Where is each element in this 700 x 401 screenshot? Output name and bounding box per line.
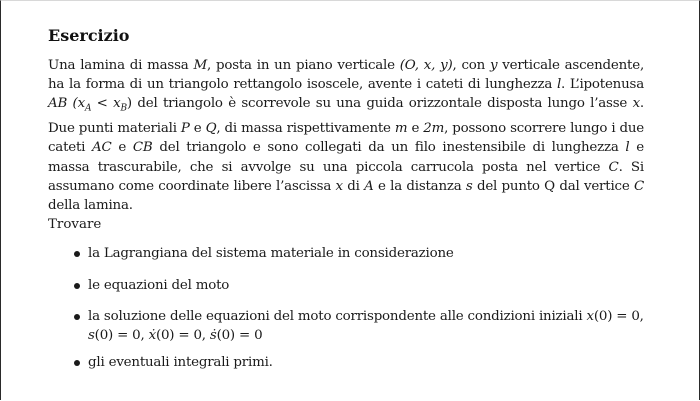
task-text: la soluzione delle equazioni del moto corrispondente alle condizioni iniziali: [88, 308, 587, 324]
text-run: , di massa rispettivamente: [216, 121, 395, 137]
bullet-dot-icon: [74, 360, 80, 366]
math-var: A: [364, 178, 374, 194]
text-run: . Due punti materiali: [48, 96, 644, 137]
math-var: s: [88, 327, 95, 343]
math-var: C: [608, 159, 619, 175]
text-run: del punto Q dal vertice: [472, 178, 634, 194]
math-var: ṡ: [209, 327, 217, 343]
math-var: s: [465, 178, 473, 194]
task-text: gli eventuali integrali primi.: [88, 355, 273, 371]
math-var: P: [180, 121, 190, 137]
text-run: del triangolo è scorrevole su una guida orizzontale disposta lungo l’asse: [131, 96, 633, 112]
text-run: , possono scorrere lungo i due cateti: [48, 121, 645, 156]
math-var: AB: [48, 96, 68, 112]
text-run: verticale ascendente, ha la forma di un triangolo rettangolo isoscele, avente i cateti di lunghezza: [48, 58, 645, 93]
task-list: [48, 244, 644, 372]
math-text: (0) = 0: [216, 327, 263, 343]
math-var: x: [586, 308, 594, 324]
text-run: e: [189, 121, 206, 137]
math-var: AC: [92, 140, 112, 156]
math-paren: ): [126, 96, 132, 112]
math-subscript: B: [120, 104, 127, 115]
task-item: [48, 244, 644, 263]
math-var: CB: [132, 140, 153, 156]
math-text: (0) = 0,: [593, 308, 644, 324]
exercise-title: Esercizio: [48, 26, 130, 45]
math-text: (0) = 0,: [94, 327, 149, 343]
bullet-dot-icon: [74, 314, 80, 320]
math-var: x: [632, 96, 640, 112]
math-subscript: A: [84, 104, 92, 115]
text-run: . L’ipotenusa: [561, 77, 644, 93]
math-var: m: [394, 121, 408, 137]
text-run: e massa trascurabile, che si avvolge su una piccola carrucola posta nel vertice: [48, 140, 645, 175]
math-expr: (x: [72, 96, 85, 112]
text-run: e: [407, 121, 424, 137]
text-run: . Si assumano come coordinate libere l’ascissa: [48, 159, 644, 194]
task-item: [48, 276, 644, 295]
task-item: [48, 353, 644, 372]
task-item: [48, 307, 644, 345]
find-label: Trovare: [48, 217, 102, 233]
math-expr: (O, x, y): [399, 58, 453, 73]
bullet-dot-icon: [74, 283, 80, 289]
task-text: la Lagrangiana del sistema materiale in considerazione: [88, 246, 454, 262]
text-run: e: [111, 140, 133, 156]
math-var: ẋ: [148, 327, 156, 343]
math-var: x: [335, 178, 343, 194]
text-run: e la distanza: [373, 178, 466, 194]
math-var: M: [193, 58, 207, 73]
math-text: (0) = 0,: [155, 327, 210, 343]
text-run: , con: [452, 58, 490, 73]
math-expr: < x: [91, 96, 121, 112]
bullet-dot-icon: [74, 251, 80, 257]
exercise-statement: [48, 56, 644, 215]
text-run: Una lamina di massa: [48, 58, 194, 73]
math-var: l: [625, 140, 630, 156]
text-run: , posta in un piano verticale: [207, 58, 400, 73]
text-run: della lamina.: [48, 198, 133, 214]
math-var: C: [633, 178, 644, 194]
math-var: y: [489, 58, 498, 73]
exercise-content: [48, 26, 644, 384]
task-text: le equazioni del moto: [88, 277, 230, 293]
math-var: Q: [205, 121, 217, 137]
text-run: di: [342, 178, 365, 194]
math-var: 2m: [423, 121, 445, 137]
text-run: del triangolo e sono collegati da un filo inestensibile di lunghezza: [152, 140, 626, 156]
math-var: l: [556, 77, 562, 93]
